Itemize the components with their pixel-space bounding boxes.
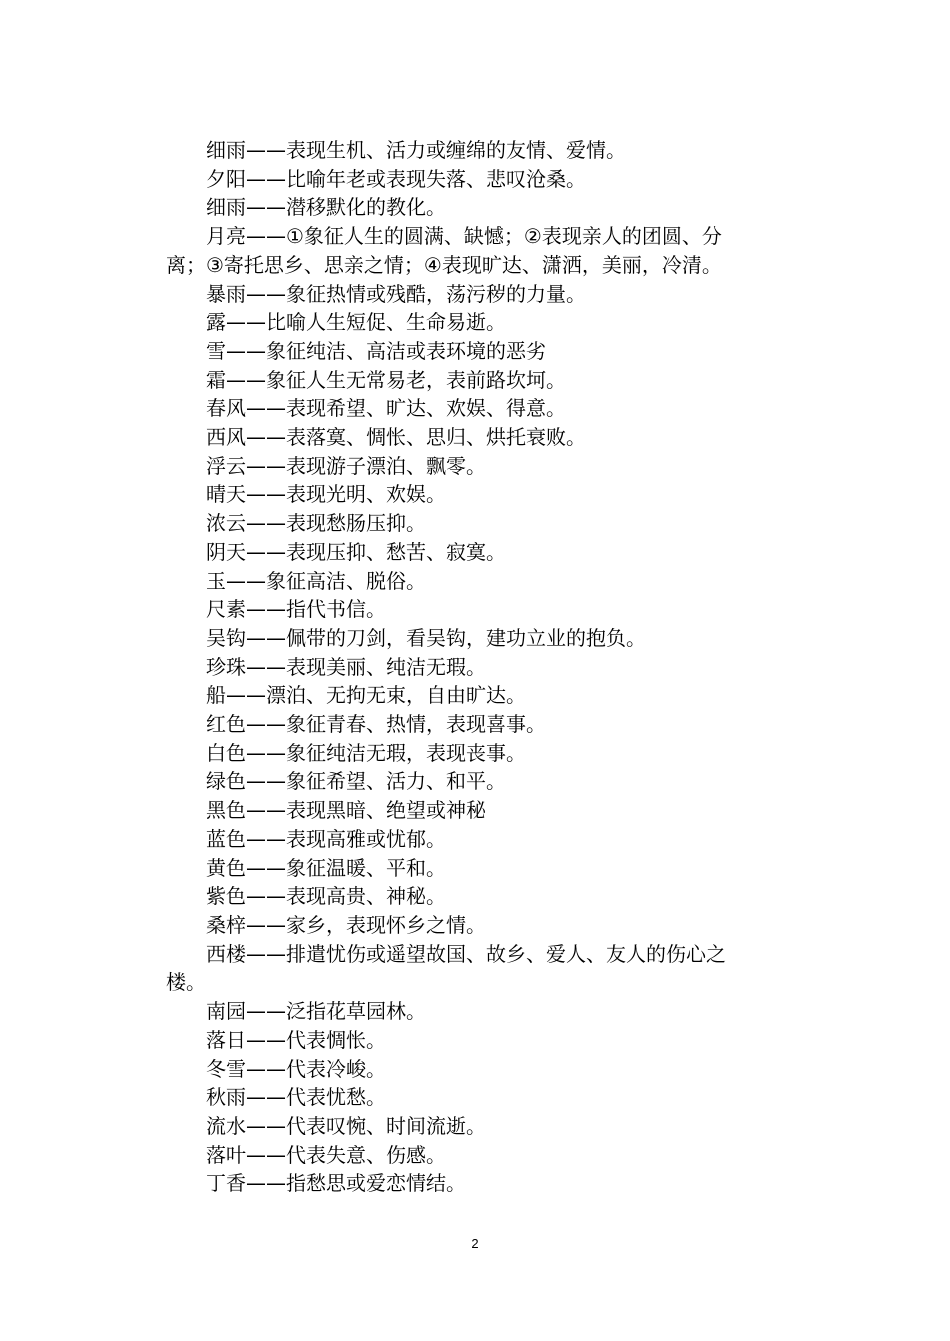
entry: 黄色——象征温暖、平和。 [206,855,446,880]
entry: 春风——表现希望、旷达、欢娱、得意。 [206,396,566,421]
entry: 桑梓——家乡，表现怀乡之情。 [206,912,486,937]
entry: 白色——象征纯洁无瑕，表现丧事。 [206,740,526,765]
entry: 阴天——表现压抑、愁苦、寂寞。 [206,539,506,564]
entry: 玉——象征高洁、脱俗。 [206,568,426,593]
entry: 紫色——表现高贵、神秘。 [206,884,446,909]
entry: 细雨——潜移默化的教化。 [206,195,446,220]
entry: 晴天——表现光明、欢娱。 [206,482,446,507]
entry: 蓝色——表现高雅或忧郁。 [206,826,446,851]
entry: 雪——象征纯洁、高洁或表环境的恶劣 [206,338,546,363]
entry: 南园——泛指花草园林。 [206,999,426,1024]
entry: 吴钩——佩带的刀剑，看吴钩，建功立业的抱负。 [206,625,646,650]
entry: 尺素——指代书信。 [206,597,386,622]
entry: 月亮——①象征人生的圆满、缺憾；②表现亲人的团圆、分离；③寄托思乡、思亲之情；④表现旷达、潇洒，美丽，冷清。 [166,224,722,277]
page-number: 2 [471,1236,479,1251]
entry: 细雨——表现生机、活力或缠绵的友情、爱情。 [206,138,626,162]
entry: 落叶——代表失意、伤感。 [206,1142,446,1167]
entry: 秋雨——代表忧愁。 [206,1085,386,1110]
entry: 暴雨——象征热情或残酷，荡污秽的力量。 [206,281,586,306]
entry: 冬雪——代表冷峻。 [206,1056,386,1081]
entry: 船——漂泊、无拘无束，自由旷达。 [206,683,526,708]
entry: 绿色——象征希望、活力、和平。 [206,769,506,794]
imagery-glossary [166,136,746,1198]
entry: 珍珠——表现美丽、纯洁无瑕。 [206,654,486,679]
entry: 霜——象征人生无常易老，表前路坎坷。 [206,367,566,392]
entry: 丁香——指愁思或爱恋情结。 [206,1171,466,1196]
entry: 浮云——表现游子漂泊、飘零。 [206,453,486,478]
entry: 浓云——表现愁肠压抑。 [206,511,426,536]
entry: 流水——代表叹惋、时间流逝。 [206,1113,486,1138]
entry: 落日——代表惆怅。 [206,1027,386,1052]
entry: 红色——象征青春、热情，表现喜事。 [206,712,546,737]
entry: 露——比喻人生短促、生命易逝。 [206,310,506,335]
entry: 西楼——排遣忧伤或遥望故国、故乡、爱人、友人的伤心之楼。 [166,941,726,995]
entry: 夕阳——比喻年老或表现失落、悲叹沧桑。 [206,166,586,191]
entry: 黑色——表现黑暗、绝望或神秘 [206,798,486,823]
entry: 西风——表落寞、惆怅、思归、烘托衰败。 [206,425,586,450]
